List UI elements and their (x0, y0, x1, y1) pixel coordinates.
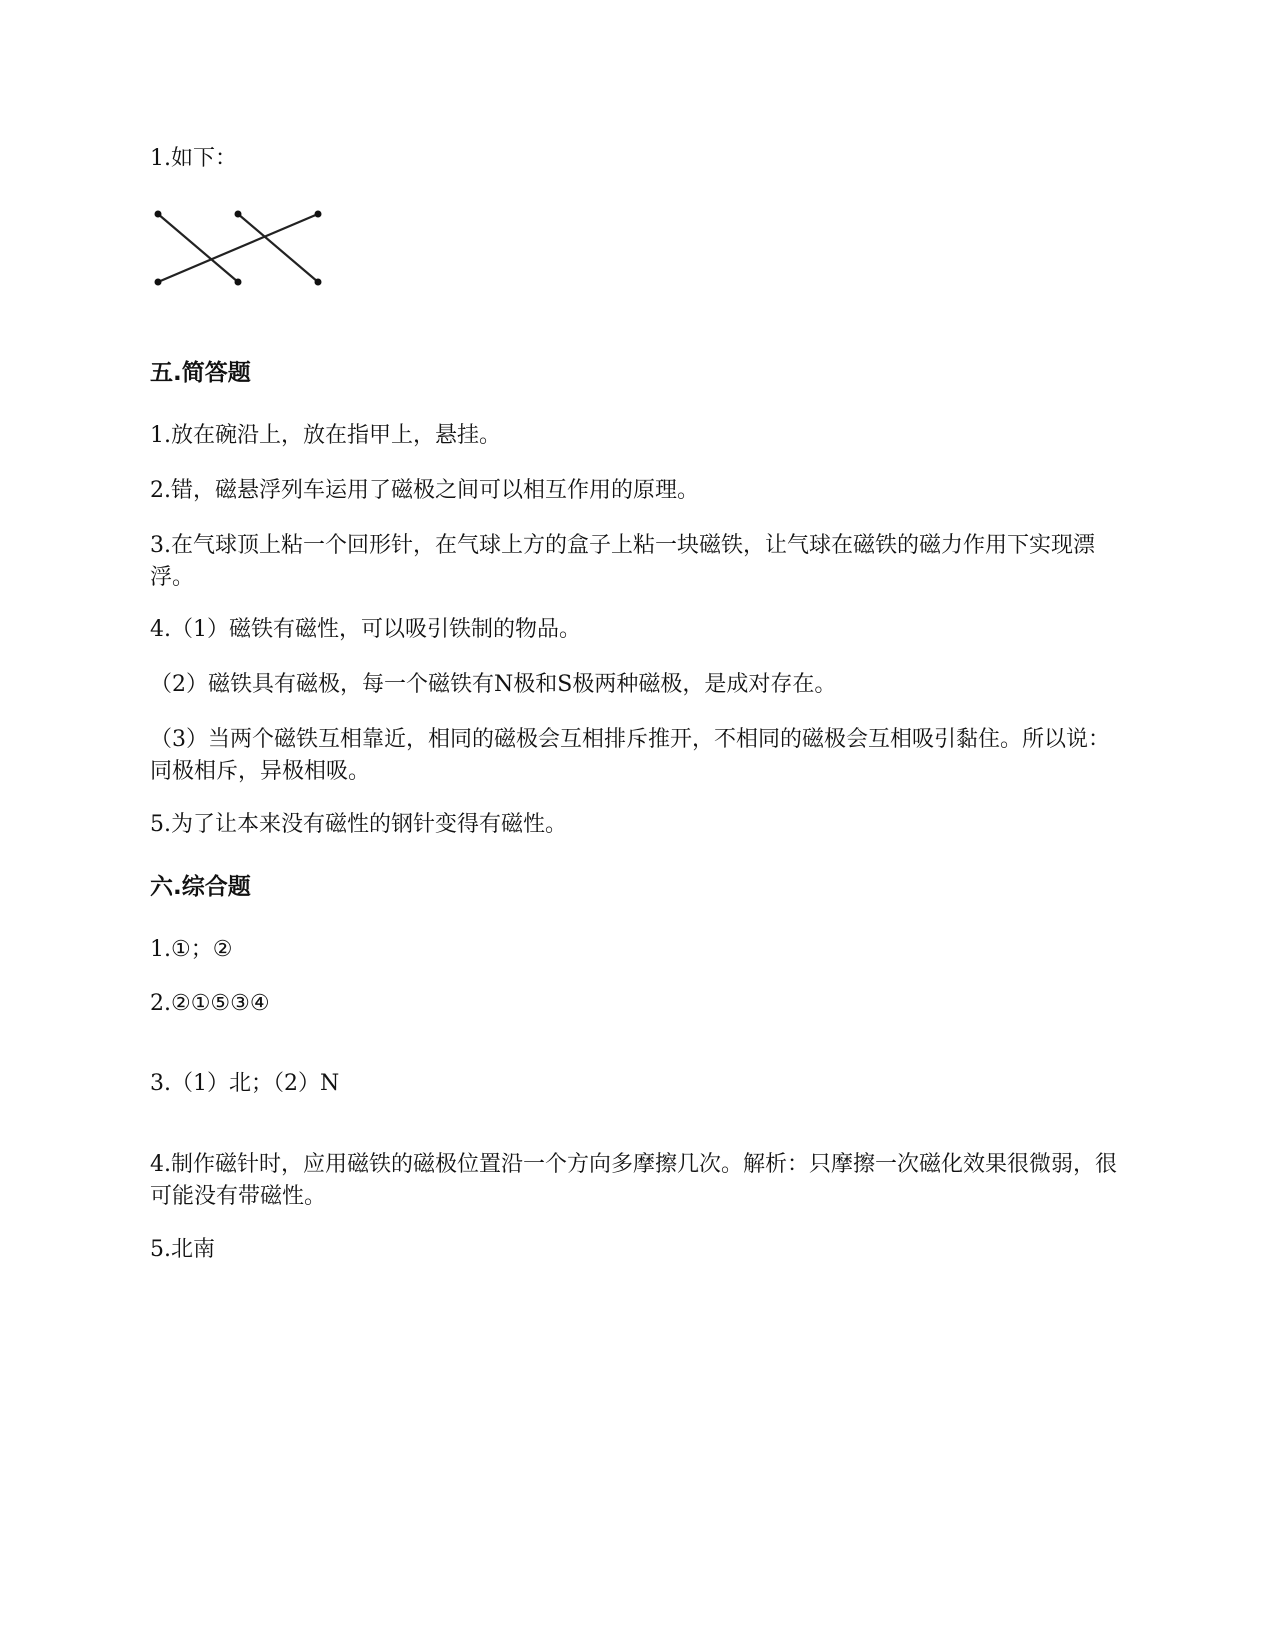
section5-item-4-2: （2）磁铁具有磁极，每一个磁铁有N极和S极两种磁极，是成对存在。 (150, 672, 837, 697)
section5-item-5: 5.为了让本来没有磁性的钢针变得有磁性。 (150, 812, 567, 837)
connector-line-3 (158, 214, 318, 282)
endpoint-dot (155, 211, 162, 218)
endpoint-dot (155, 279, 162, 286)
section6-item-3: 3.（1）北；（2）N (150, 1071, 340, 1096)
section6-item-1: 1.①；② (150, 937, 233, 962)
matching-lines-diagram (150, 210, 340, 300)
section5-item-1: 1.放在碗沿上，放在指甲上，悬挂。 (150, 423, 501, 448)
section6-item-5: 5.北南 (150, 1237, 215, 1262)
connector-line-1 (158, 214, 238, 282)
intro-text: 1.如下： (150, 146, 237, 171)
section6-title: 六.综合题 (150, 874, 251, 900)
connector-line-2 (238, 214, 318, 282)
section6-item-4: 4.制作磁针时，应用磁铁的磁极位置沿一个方向多摩擦几次。解析：只摩擦一次磁化效果很微弱，很可能没有带磁性。 (150, 1152, 1117, 1209)
section5-item-2: 2.错，磁悬浮列车运用了磁极之间可以相互作用的原理。 (150, 478, 699, 503)
section6-item-2: 2.②①⑤③④ (150, 991, 270, 1016)
section5-item-4: 4.（1）磁铁有磁性，可以吸引铁制的物品。 (150, 617, 581, 642)
endpoint-dot (235, 279, 242, 286)
section5-item-3: 3.在气球顶上粘一个回形针，在气球上方的盒子上粘一块磁铁，让气球在磁铁的磁力作用下实现漂浮。 (150, 533, 1095, 590)
endpoint-dot (235, 211, 242, 218)
section5-item-4-3: （3）当两个磁铁互相靠近，相同的磁极会互相排斥推开，不相同的磁极会互相吸引黏住。所以说：同极相斥，异极相吸。 (150, 727, 1111, 784)
section5-title: 五.简答题 (150, 360, 251, 386)
endpoint-dot (315, 211, 322, 218)
endpoint-dot (315, 279, 322, 286)
